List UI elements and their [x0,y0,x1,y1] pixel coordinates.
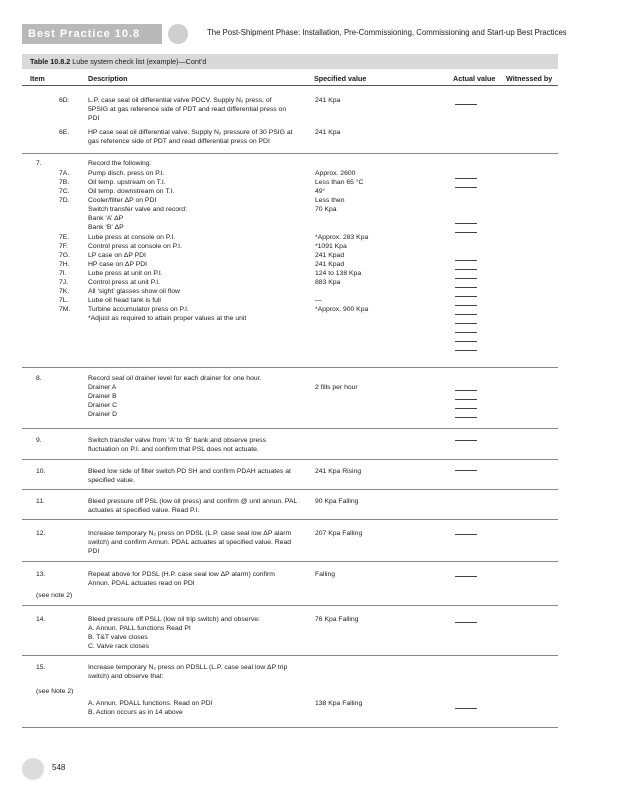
section-tag: Best Practice 10.8 [22,24,162,44]
table-cell-desc: Bleed pressure off PSLL (low oil trip switch) and observe: [88,616,260,623]
table-cell-item: 7G. [59,252,70,259]
actual-value-blank [455,576,477,577]
table-cell-num: 11. [36,498,45,505]
table-cell-desc: B. T&T valve closes [88,634,148,641]
table-cell-val: Approx. 2600 [315,170,356,177]
table-cell-val: 138 Kpa Falling [315,700,363,707]
actual-value-blank [455,622,477,623]
table-cell-num: 15. [36,664,46,671]
table-cell-item: 7K. [59,288,70,295]
table-cell-desc: L.P. case seal oil differential valve PDCV. Supply N₂ press, of [88,97,272,104]
actual-value-blank [455,534,477,535]
page-number: 548 [52,763,66,772]
actual-value-blank [455,278,477,279]
column-header-specified-value: Specified value [314,74,367,83]
table-cell-desc: Bank ‘A’ ΔP [88,215,124,222]
table-cell-desc: HP case seal oil differential valve. Supply N₂ pressure of 30 PSIG at [88,129,293,136]
table-cell-desc: fluctuation on P.I. and confirm that PSL does not actuate. [88,446,259,453]
table-cell-val: *1091 Kpa [315,243,347,250]
row-divider [22,655,558,656]
row-divider [22,605,558,606]
column-header-witnessed-by: Witnessed by [506,74,553,83]
table-cell-item: 7A. [59,170,70,177]
actual-value-blank [455,708,477,709]
column-header-item: Item [30,74,45,83]
table-cell-val: 76 Kpa Falling [315,616,359,623]
header-title: The Post-Shipment Phase: Installation, Pre-Commissioning, Commissioning and Start-up Best Practices [207,28,567,37]
column-header-actual-value: Actual value [453,74,496,83]
table-cell-val: 241 Kpa [315,129,341,136]
column-header-description: Description [88,74,128,83]
table-cell-desc: Control press at console on P.I. [88,243,182,250]
actual-value-blank [455,350,477,351]
table-cell-val: 241 Kpad [315,252,345,259]
table-cell-desc: Lube press at console on P.I. [88,234,176,241]
table-cell-desc: LP case on ΔP PDI [88,252,146,259]
table-cell-num: 8. [36,375,42,382]
table-cell-item: 7J. [59,279,69,286]
table-cell-desc: Record the following: [88,160,152,167]
table-cell-desc: All ‘sight’ glasses show oil flow [88,288,180,295]
table-cell-desc: Increase temporary N₂ press on PDSL (L.P. case seal low ΔP alarm [88,530,292,537]
table-cell-desc: switch) and observe that: [88,673,164,680]
table-cell-desc: 5PSIG at gas reference side of PDT and read differential press on [88,106,287,113]
table-caption [22,54,558,69]
actual-value-blank [455,332,477,333]
table-cell-item: 7I. [59,270,67,277]
actual-value-blank [455,399,477,400]
table-column-headers [22,72,558,86]
table-cell-val: *Approx. 900 Kpa [315,306,369,313]
table-cell-val: 2 fills per hour [315,384,358,391]
table-cell-num: 9. [36,437,42,444]
table-cell-val: 241 Kpa [315,97,341,104]
row-divider [22,561,558,562]
row-divider [22,428,558,429]
table-cell-desc: Oil temp. downstream on T.I. [88,188,175,195]
table-cell-item: 7L. [59,297,69,304]
actual-value-blank [455,178,477,179]
actual-value-blank [455,287,477,288]
actual-value-blank [455,341,477,342]
table-cell-desc: PDI [88,115,100,122]
table-cell-val: Less then [315,197,345,204]
actual-value-blank [455,314,477,315]
table-cell-desc: PDI [88,548,100,555]
table-cell-num: 7. [36,160,42,167]
table-cell-desc: specified value. [88,477,135,484]
table-cell-num: (see note 2) [36,592,73,599]
table-cell-val: 883 Kpa [315,279,341,286]
table-cell-num: 12. [36,530,46,537]
actual-value-blank [455,269,477,270]
actual-value-blank [455,440,477,441]
actual-value-blank [455,104,477,105]
table-cell-desc: Bank ‘B’ ΔP [88,224,124,231]
table-cell-item: 7F. [59,243,69,250]
table-cell-item: 7M. [59,306,71,313]
table-cell-item: 7B. [59,179,70,186]
page-number-circle [22,758,44,780]
table-cell-desc: Increase temporary N₂ press on PDSLL (L.P. case seal low ΔP trip [88,664,288,671]
table-cell-item: 6E. [59,129,70,136]
actual-value-blank [455,417,477,418]
table-cell-val: *Approx. 283 Kpa [315,234,369,241]
table-cell-desc: actuates at specified value. Read P.I. [88,507,200,514]
row-divider [22,367,558,368]
table-cell-desc: switch) and confirm Annun. PDAL actuates at specified value. Read [88,539,292,546]
table-cell-val: Less than 65 °C [315,179,364,186]
table-cell-desc: Repeat above for PDSL (H.P. case seal low ΔP alarm) confirm [88,571,275,578]
table-cell-desc: A. Annun. PALL functions Read PI [88,625,191,632]
table-cell-desc: Lube oil head tank is full [88,297,161,304]
table-cell-desc: Pump disch. press on P.I. [88,170,165,177]
table-cell-desc: *Adjust as required to attain proper values at the unit [88,315,247,322]
table-cell-desc: Control press at unit P.I. [88,279,161,286]
table-cell-item: 7E. [59,234,70,241]
actual-value-blank [455,408,477,409]
table-cell-val: 124 to 138 Kpa [315,270,362,277]
table-cell-desc: gas reference side of PDT and read differential press on PDI [88,138,270,145]
table-cell-desc: Turbine accumulator press on P.I. [88,306,189,313]
table-cell-num: 14. [36,616,46,623]
table-cell-val: 241 Kpa Rising [315,468,362,475]
table-cell-desc: Lube press at unit on P.I. [88,270,163,277]
table-cell-item: 7D. [59,197,70,204]
table-cell-val: 70 Kpa [315,206,337,213]
table-cell-desc: HP case on ΔP PDI [88,261,148,268]
table-cell-desc: B. Action occurs as in 14 above [88,709,183,716]
table-cell-item: 7C. [59,188,70,195]
table-cell-val: 90 Kpa Falling [315,498,359,505]
table-cell-desc: C. Valve rack closes [88,643,150,650]
table-cell-val: 49° [315,188,326,195]
table-cell-desc: Cooler/filter ΔP on PDI [88,197,157,204]
table-cell-desc: Drainer B [88,393,117,400]
actual-value-blank [455,296,477,297]
actual-value-blank [455,260,477,261]
table-cell-desc: Switch transfer valve and record: [88,206,187,213]
table-cell-desc: Drainer A [88,384,117,391]
actual-value-blank [455,470,477,471]
table-cell-num: (see Note 2) [36,688,74,695]
table-cell-desc: Bleed low side of filter switch PD SH and confirm PDAH actuates at [88,468,291,475]
table-cell-val: Falling [315,571,336,578]
table-cell-desc: Annun. PDAL actuates read on PDI [88,580,195,587]
actual-value-blank [455,223,477,224]
table-cell-desc: Record seal oil drainer level for each drainer for one hour. [88,375,262,382]
table-cell-val: 207 Kpa Falling [315,530,363,537]
running-header [22,24,567,44]
actual-value-blank [455,390,477,391]
row-divider [22,489,558,490]
actual-value-blank [455,232,477,233]
table-cell-desc: Bleed pressure off PSL (low oil press) and confirm @ unit annun. PAL [88,498,298,505]
row-divider [22,519,558,520]
actual-value-blank [455,323,477,324]
table-cell-desc: Drainer D [88,411,118,418]
table-cell-desc: A. Annun. PDALL functions. Read on PDI [88,700,213,707]
table-cell-num: 10. [36,468,46,475]
row-divider [22,459,558,460]
table-caption-label: Table 10.8.2 [30,57,71,66]
table-cell-val: — [315,297,322,304]
table-cell-desc: Drainer C [88,402,118,409]
table-cell-item: 7H. [59,261,70,268]
table-cell-val: 241 Kpad [315,261,345,268]
row-divider [22,727,558,728]
table-cell-num: 13. [36,571,46,578]
actual-value-blank [455,187,477,188]
row-divider [22,153,558,154]
table-cell-item: 6D. [59,97,70,104]
actual-value-blank [455,305,477,306]
table-caption-text: Lube system check list (example)—Cont’d [70,57,207,66]
header-circle [168,24,188,44]
table-cell-desc: Switch transfer valve from ‘A’ to ‘B’ bank and observe press [88,437,267,444]
table-cell-desc: Oil temp. upstream on T.I. [88,179,166,186]
